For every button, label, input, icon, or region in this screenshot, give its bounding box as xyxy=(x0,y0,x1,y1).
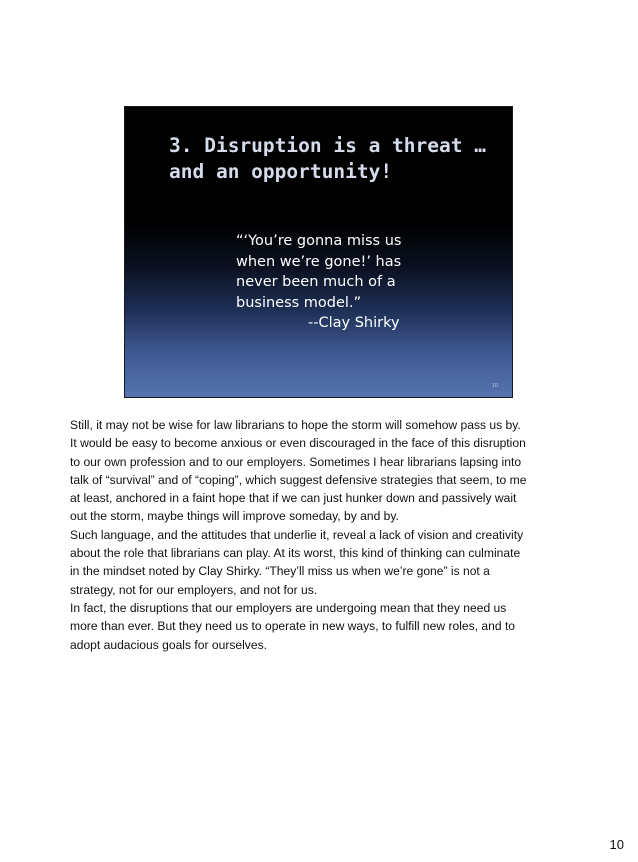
notes-line: adopt audacious goals for ourselves. xyxy=(70,637,267,652)
notes-line: about the role that librarians can play. At its worst, this kind of thinking can culminate xyxy=(70,546,521,561)
notes-line: in the mindset noted by Clay Shirky. “They’ll miss us when we’re gone” is not a xyxy=(70,564,490,579)
slide-title xyxy=(169,133,499,185)
page-number: 10 xyxy=(609,837,624,852)
slide-number: 10 xyxy=(491,383,498,389)
quote-line: never been much of a xyxy=(236,274,396,290)
quote-line: business model.” xyxy=(236,294,362,311)
slide-title-line: and an opportunity! xyxy=(169,160,393,183)
notes-line: It would be easy to become anxious or even discouraged in the face of this disruption xyxy=(70,436,526,451)
quote-line: “‘You’re gonna miss us xyxy=(236,233,402,249)
slide-title-line: 3. Disruption is a threat … xyxy=(169,134,486,157)
quote-line: when we’re gone!’ has xyxy=(236,253,402,270)
notes-line: Still, it may not be wise for law librarians to hope the storm will somehow pass us by. xyxy=(70,418,521,432)
notes-line: talk of “survival” and of “coping”, which suggest defensive strategies that seem, to me xyxy=(70,472,527,487)
notes-line: more than ever. But they need us to operate in new ways, to fulfill new roles, and to xyxy=(70,619,516,634)
quote-attribution: --Clay Shirky xyxy=(308,315,400,331)
notes-line: strategy, not for our employers, and not for us. xyxy=(70,582,318,597)
slide-quote xyxy=(236,231,466,334)
notes-line: In fact, the disruptions that our employers are undergoing mean that they need us xyxy=(70,600,507,615)
notes-paragraph xyxy=(70,416,570,654)
slide-image xyxy=(124,106,513,398)
notes-line: out the storm, maybe things will improve someday, by and by. xyxy=(70,509,399,524)
notes-line: Such language, and the attitudes that underlie it, reveal a lack of vision and creativity xyxy=(70,527,524,542)
notes-line: at least, anchored in a faint hope that if we can just hunker down and passively wait xyxy=(70,491,517,506)
notes-line: to our own profession and to our employers. Sometimes I hear librarians lapsing into xyxy=(70,454,522,469)
